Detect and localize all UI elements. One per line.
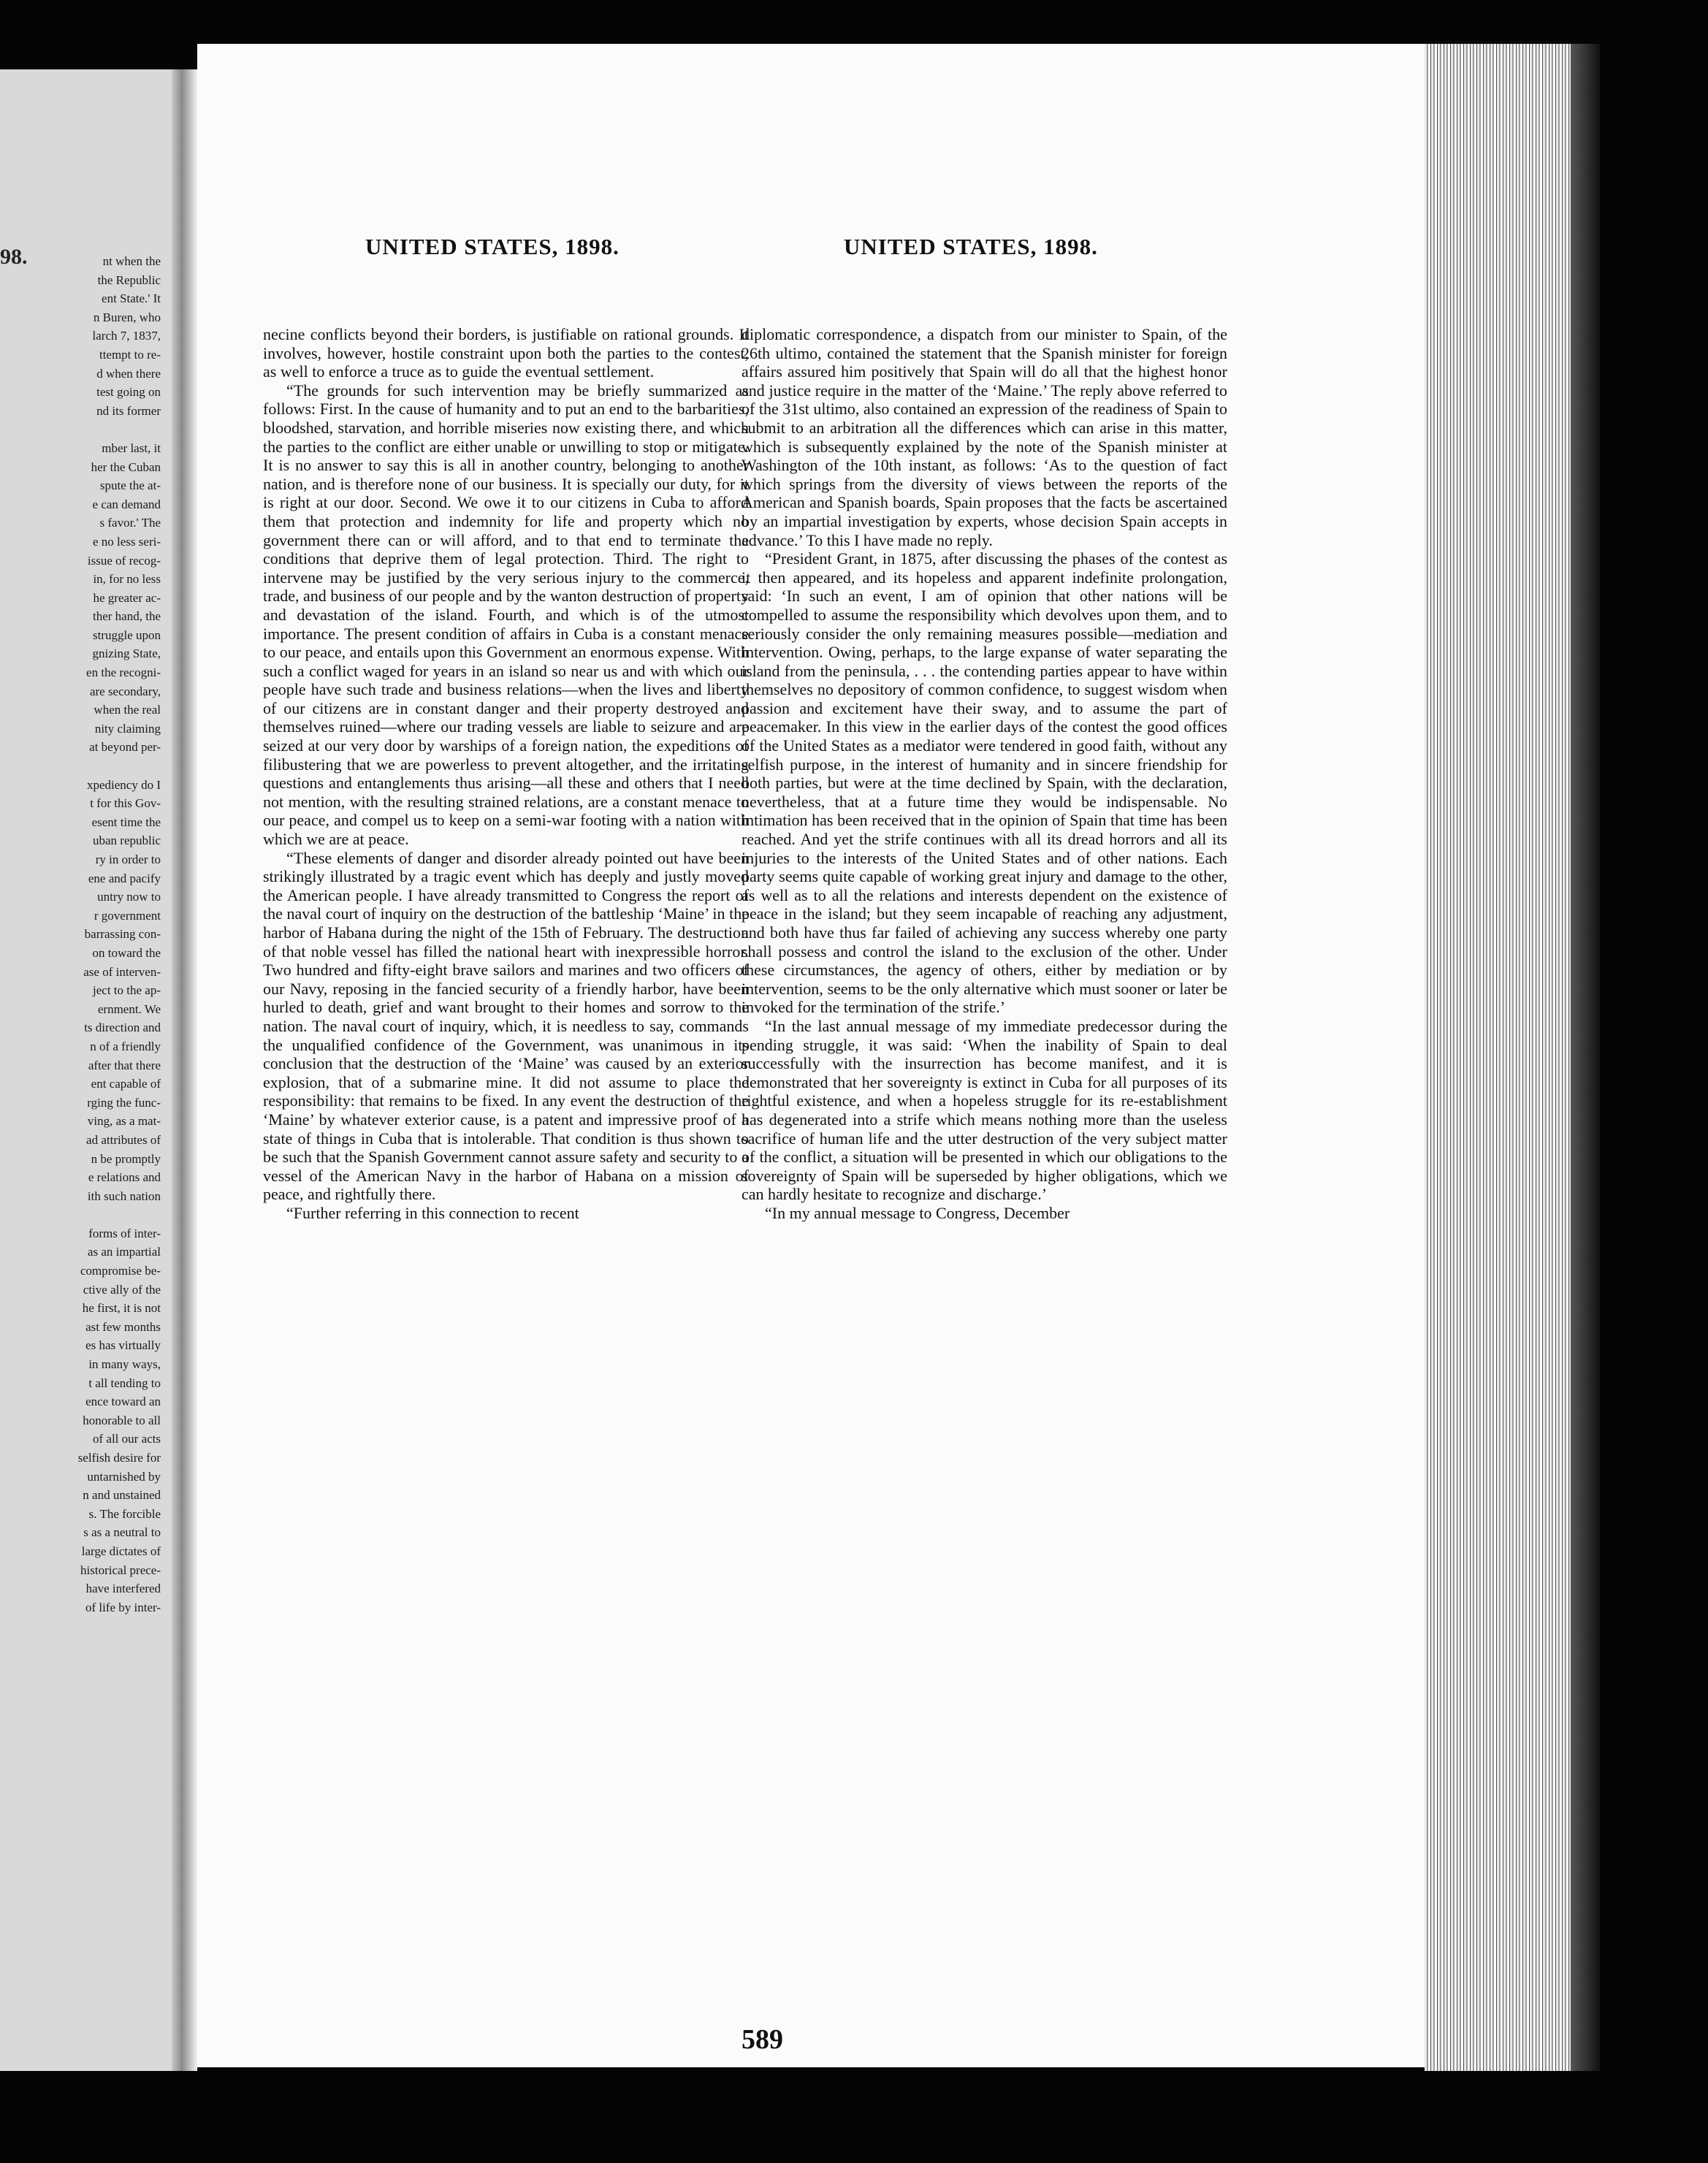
left-page-line: untarnished by [87,1469,161,1484]
left-page-line: ctive ally of the [83,1282,161,1297]
left-page-line: ttempt to re- [99,347,161,362]
left-page-line: of life by inter- [85,1600,161,1614]
left-page-line: e no less seri- [92,534,161,549]
left-page-line: n be promptly [91,1151,161,1166]
left-page-line: spute the at- [99,478,161,493]
left-page-line: e relations and [88,1170,161,1185]
left-page-line: issue of recog- [87,553,161,568]
left-page-line: mber last, it [102,440,161,455]
left-page-line: t for this Gov- [90,796,161,811]
left-page-line: when the real [94,703,161,717]
left-page-line: he first, it is not [82,1301,161,1316]
left-page-line: ase of interven- [83,964,161,979]
left-page-line: of all our acts [93,1432,161,1446]
left-page-line: s. The forcible [88,1506,161,1521]
left-page-line: ast few months [85,1319,161,1334]
left-page-line: t all tending to [88,1376,161,1390]
left-page-line: have interfered [85,1582,161,1596]
paragraph: “President Grant, in 1875, after discussing the phases of the contest as it then appeared, and its hopeless and apparent indefinite prolongation, said: ‘In such an event, I am of opinion that other nations will be compelled to assume the responsibility which devolves upon them, and to seriously consider the only remaining measures possible—mediation and intervention. Owing, perhaps, to the large expanse of water separating the island from the peninsula, . . . the contending parties appear to have within themselves no depository of common confidence, to suggest wisdom when passion and excitement have their sway, and to assume the part of peacemaker. In this view in the earlier days of the contest the good offices of the United States as a mediator were tendered in good faith, without any selfish purpose, in the interest of humanity and in sincere friendship for both parties, but were at the time declined by Spain, with the declaration, nevertheless, that at a future time they would be indispensable. No intimation has been received that in the opinion of Spain that time has been reached. And yet the strife continues with all its dread horrors and all its injuries to the interests of the United States and of other nations. Each party seems quite capable of working great injury and damage to the other, as well as to all the relations and interests dependent on the existence of peace in the island; but they seem incapable of reaching any adjustment, and both have thus far failed of achieving any success whereby one party shall possess and control the island to the exclusion of the other. Under these circumstances, the agency of others, either by mediation or by intervention, seems to be the only alternative which must sooner or later be invoked for the termination of the strife.’ [741,549,1227,1017]
left-page-line: after that there [88,1058,161,1072]
left-page-line: xpediency do I [86,777,161,792]
left-page-line: he greater ac- [93,590,161,605]
left-page-line: ernment. We [97,1002,161,1016]
left-page-line: ence toward an [85,1395,161,1409]
left-page-line: esent time the [91,815,161,829]
left-page-line: ject to the ap- [93,983,161,998]
book-cover-edge [1571,44,1600,2071]
left-page-line [0,420,161,439]
left-page-line [0,1205,161,1224]
text-column-right [741,325,1227,1223]
book-gutter [172,69,197,2071]
left-page-header: 98. [0,245,28,269]
left-page-line: d when there [96,366,161,381]
left-page-line: ent capable of [91,1077,161,1091]
left-page-line: ry in order to [95,852,161,866]
left-page-line: her the Cuban [91,459,161,474]
left-page-line: forms of inter- [88,1226,161,1240]
left-page-line: ving, as a mat- [87,1114,161,1129]
running-head-left: UNITED STATES, 1898. [365,234,619,259]
left-page-line: nt when the [102,254,161,268]
left-page-line: en the recogni- [86,665,161,680]
left-page-line: in many ways, [88,1357,161,1372]
page-number: 589 [741,2024,783,2055]
left-page-line: nity claiming [94,721,161,736]
left-page-line: untry now to [97,890,161,904]
left-page-fragment [0,69,172,2071]
left-page-line: the Republic [97,272,161,287]
left-page-line: barrassing con- [84,927,161,942]
right-page [197,44,1425,2067]
left-page-line: large dictates of [81,1544,161,1558]
left-page-line: nd its former [96,403,161,418]
left-page-line: n and unstained [83,1488,161,1503]
paragraph: “The grounds for such intervention may be briefly summarized as follows: First. In the cause of humanity and to put an end to the barbarities, bloodshed, starvation, and horrible miseries now existing there, and which the parties to the conflict are either unable or unwilling to stop or mitigate. It is no answer to say this is all in another country, belonging to another nation, and is therefore none of our business. It is specially our duty, for it is right at our door. Second. We owe it to our citizens in Cuba to afford them that protection and indemnity for life and property which no government there can or will afford, and to that end to terminate the conditions that deprive them of legal protection. Third. The right to intervene may be justified by the very serious injury to the commerce, trade, and business of our people and by the wanton destruction of property and devastation of the island. Fourth, and which is of the utmost importance. The present condition of affairs in Cuba is a constant menace to our peace, and entails upon this Government an enormous expense. With such a conflict waged for years in an island so near us and with which our people have such trade and business relations—when the lives and liberty of our citizens are in constant danger and their property destroyed and themselves ruined—where our trading vessels are liable to seizure and are seized at our very door by warships of a foreign nation, the expeditions of filibustering that we are powerless to prevent altogether, and the irritating questions and entanglements thus arising—all these and others that I need not mention, with the resulting strained relations, are a constant menace to our peace, and compel us to keep on a semi-war footing with a nation with which we are at peace. [263,381,749,849]
left-page-line: struggle upon [92,627,161,642]
left-page-line: test going on [96,385,161,400]
page-edge-stack [1425,44,1571,2071]
left-page-line: honorable to all [83,1413,161,1427]
left-page-line: ther hand, the [93,609,161,624]
paragraph: “In the last annual message of my immediate predecessor during the pending struggle, it was said: ‘When the inability of Spain to deal successfully with the insurrection has become manifest, and it is demonstrated that her sovereignty is extinct in Cuba for all purposes of its rightful existence, and when a hopeless struggle for its re-establishment has degenerated into a strife which means nothing more than the useless sacrifice of human life and the utter destruction of the very subject matter of the conflict, a situation will be presented in which our obligations to the sovereignty of Spain will be superseded by higher obligations, which we can hardly hesitate to recognize and discharge.’ [741,1016,1227,1204]
left-page-line: n of a friendly [90,1039,161,1053]
left-page-line: ith such nation [87,1189,161,1203]
paragraph: diplomatic correspondence, a dispatch from our minister to Spain, of the 26th ultimo, contained the statement that the Spanish minister for foreign affairs assured him positively that Spain will do all that the highest honor and justice require in the matter of the ‘Maine.’ The reply above referred to of the 31st ultimo, also contained an expression of the readiness of Spain to submit to an arbitration all the differences which can arise in this matter, which is subsequently explained by the note of the Spanish minister at Washington of the 10th instant, as follows: ‘As to the question of fact which springs from the diversity of views between the reports of the American and Spanish boards, Spain proposes that the facts be ascertained by an impartial investigation by experts, whose decision Spain accepts in advance.’ To this I have made no reply. [741,325,1227,549]
left-page-line: ad attributes of [86,1132,161,1147]
left-page-line: s favor.' The [99,516,161,530]
left-page-line: as an impartial [87,1245,161,1259]
paragraph: “Further referring in this connection to recent [286,1203,579,1222]
left-page-line: in, for no less [93,572,161,587]
running-head-right: UNITED STATES, 1898. [844,234,1098,259]
paragraph: “These elements of danger and disorder already pointed out have been strikingly illustrated by a tragic event which has deeply and justly moved the American people. I have already transmitted to Congress the report of the naval court of inquiry on the destruction of the battleship ‘Maine’ in the harbor of Habana during the night of the 15th of February. The destruction of that noble vessel has filled the national heart with inexpressible horror. Two hundred and fifty-eight brave sailors and marines and two officers of our Navy, reposing in the fancied security of a friendly harbor, have been hurled to death, grief and want brought to their homes and sorrow to the nation. The naval court of inquiry, which, it is needless to say, commands the unqualified confidence of the Government, was unanimous in its conclusion that the destruction of the ‘Maine’ was caused by an exterior explosion, that of a submarine mine. It did not assume to place the responsibility: that remains to be fixed. In any event the destruction of the ‘Maine’ by whatever exterior cause, is a patent and impressive proof of a state of things in Cuba that is intolerable. That condition is thus shown to be such that the Spanish Government cannot assure safety and security to a vessel of the American Navy in the harbor of Habana on a mission of peace, and rightfully there. [263,848,749,1204]
left-page-line: uban republic [93,833,161,848]
left-page-line: selfish desire for [77,1451,161,1465]
left-page-line [0,757,161,776]
left-page-line: ene and pacify [88,871,161,885]
left-page-line: on toward the [92,945,161,960]
left-page-line: are secondary, [89,684,161,698]
left-page-line: r government [94,908,161,923]
left-page-line: es has virtually [85,1338,161,1353]
left-page-text [0,252,161,1617]
paragraph: necine conflicts beyond their borders, is justifiable on rational grounds. It involves, however, hostile constraint upon both the parties to the contest, as well to enforce a truce as to guide the eventual settlement. [263,325,749,381]
left-page-line: at beyond per- [89,740,161,755]
left-page-line: gnizing State, [92,646,161,661]
left-page-line: ent State.' It [102,291,161,306]
left-page-line: ts direction and [84,1021,161,1035]
left-page-line: e can demand [92,497,161,511]
left-page-line: larch 7, 1837, [92,329,161,343]
left-page-line: rging the func- [87,1095,161,1110]
paragraph: “In my annual message to Congress, December [765,1203,1070,1222]
left-page-line: historical prece- [80,1563,161,1577]
left-page-line: compromise be- [80,1264,161,1278]
text-column-left [263,325,749,1223]
left-page-line: n Buren, who [93,310,161,324]
left-page-line: s as a neutral to [83,1525,161,1540]
